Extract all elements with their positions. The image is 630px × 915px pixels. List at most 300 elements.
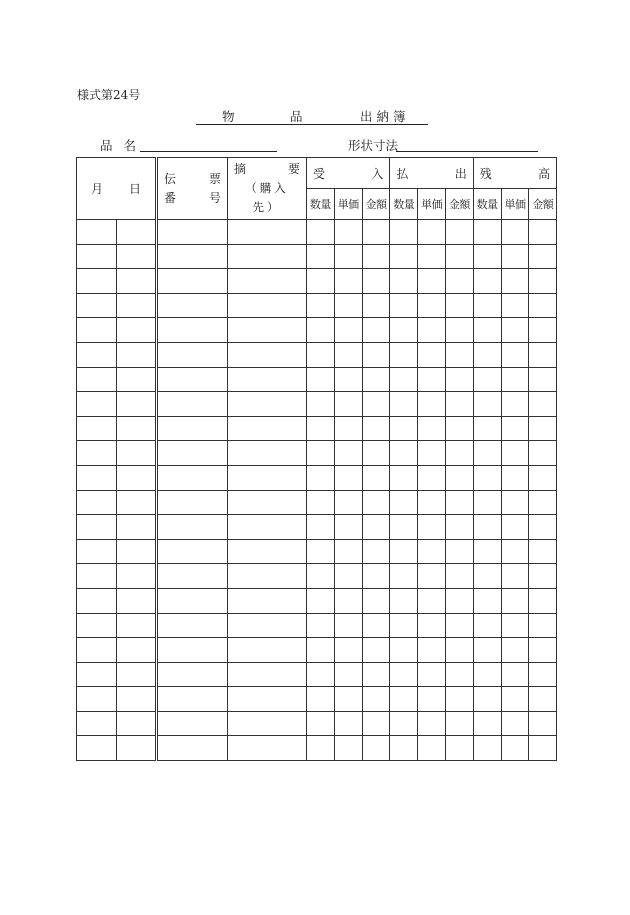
payout-quantity-cell[interactable] bbox=[390, 564, 418, 589]
balance-amount-cell[interactable] bbox=[529, 613, 557, 638]
receipt-quantity-cell[interactable] bbox=[307, 392, 335, 417]
receipt-amount-cell[interactable] bbox=[362, 539, 390, 564]
description-cell[interactable] bbox=[228, 588, 307, 613]
receipt-unit-price-cell[interactable] bbox=[334, 441, 362, 466]
receipt-amount-cell[interactable] bbox=[362, 293, 390, 318]
balance-unit-price-cell[interactable] bbox=[501, 392, 529, 417]
day-cell[interactable] bbox=[117, 465, 157, 490]
balance-quantity-cell[interactable] bbox=[473, 638, 501, 663]
payout-unit-price-cell[interactable] bbox=[418, 416, 446, 441]
balance-unit-price-cell[interactable] bbox=[501, 269, 529, 294]
balance-quantity-cell[interactable] bbox=[473, 244, 501, 269]
receipt-unit-price-cell[interactable] bbox=[334, 662, 362, 687]
payout-quantity-cell[interactable] bbox=[390, 269, 418, 294]
balance-unit-price-cell[interactable] bbox=[501, 441, 529, 466]
payout-quantity-cell[interactable] bbox=[390, 342, 418, 367]
description-cell[interactable] bbox=[228, 539, 307, 564]
balance-amount-cell[interactable] bbox=[529, 367, 557, 392]
receipt-unit-price-cell[interactable] bbox=[334, 269, 362, 294]
payout-quantity-cell[interactable] bbox=[390, 465, 418, 490]
balance-quantity-cell[interactable] bbox=[473, 465, 501, 490]
description-cell[interactable] bbox=[228, 416, 307, 441]
payout-amount-cell[interactable] bbox=[445, 588, 473, 613]
receipt-quantity-cell[interactable] bbox=[307, 293, 335, 318]
payout-amount-cell[interactable] bbox=[445, 465, 473, 490]
slip-number-cell[interactable] bbox=[157, 367, 228, 392]
slip-number-cell[interactable] bbox=[157, 269, 228, 294]
receipt-unit-price-cell[interactable] bbox=[334, 392, 362, 417]
receipt-unit-price-cell[interactable] bbox=[334, 564, 362, 589]
payout-unit-price-cell[interactable] bbox=[418, 342, 446, 367]
payout-amount-cell[interactable] bbox=[445, 269, 473, 294]
payout-quantity-cell[interactable] bbox=[390, 416, 418, 441]
day-cell[interactable] bbox=[117, 515, 157, 540]
receipt-amount-cell[interactable] bbox=[362, 367, 390, 392]
balance-quantity-cell[interactable] bbox=[473, 662, 501, 687]
receipt-quantity-cell[interactable] bbox=[307, 588, 335, 613]
payout-amount-cell[interactable] bbox=[445, 539, 473, 564]
payout-amount-cell[interactable] bbox=[445, 515, 473, 540]
description-cell[interactable] bbox=[228, 662, 307, 687]
receipt-unit-price-cell[interactable] bbox=[334, 588, 362, 613]
slip-number-cell[interactable] bbox=[157, 318, 228, 343]
payout-quantity-cell[interactable] bbox=[390, 515, 418, 540]
balance-amount-cell[interactable] bbox=[529, 465, 557, 490]
payout-quantity-cell[interactable] bbox=[390, 736, 418, 761]
payout-quantity-cell[interactable] bbox=[390, 711, 418, 736]
day-cell[interactable] bbox=[117, 588, 157, 613]
payout-unit-price-cell[interactable] bbox=[418, 736, 446, 761]
receipt-quantity-cell[interactable] bbox=[307, 613, 335, 638]
payout-amount-cell[interactable] bbox=[445, 564, 473, 589]
slip-number-cell[interactable] bbox=[157, 220, 228, 245]
table-row bbox=[77, 564, 557, 589]
receipt-quantity-cell[interactable] bbox=[307, 687, 335, 712]
slip-number-cell[interactable] bbox=[157, 490, 228, 515]
balance-unit-price-cell[interactable] bbox=[501, 638, 529, 663]
balance-unit-price-cell[interactable] bbox=[501, 220, 529, 245]
receipt-amount-cell[interactable] bbox=[362, 416, 390, 441]
table-row bbox=[77, 662, 557, 687]
balance-amount-cell[interactable] bbox=[529, 416, 557, 441]
payout-unit-price-cell[interactable] bbox=[418, 465, 446, 490]
balance-amount-cell[interactable] bbox=[529, 220, 557, 245]
balance-quantity-cell[interactable] bbox=[473, 539, 501, 564]
payout-amount-cell[interactable] bbox=[445, 342, 473, 367]
month-cell[interactable] bbox=[77, 318, 117, 343]
month-cell[interactable] bbox=[77, 269, 117, 294]
month-cell[interactable] bbox=[77, 662, 117, 687]
payout-amount-cell[interactable] bbox=[445, 318, 473, 343]
slip-number-cell[interactable] bbox=[157, 416, 228, 441]
balance-unit-price-cell[interactable] bbox=[501, 564, 529, 589]
day-cell[interactable] bbox=[117, 244, 157, 269]
balance-quantity-cell[interactable] bbox=[473, 220, 501, 245]
balance-quantity-cell[interactable] bbox=[473, 367, 501, 392]
balance-amount-cell[interactable] bbox=[529, 736, 557, 761]
balance-amount-cell[interactable] bbox=[529, 588, 557, 613]
payout-unit-price-cell[interactable] bbox=[418, 318, 446, 343]
balance-unit-price-cell[interactable] bbox=[501, 367, 529, 392]
payout-amount-cell[interactable] bbox=[445, 293, 473, 318]
balance-quantity-cell[interactable] bbox=[473, 490, 501, 515]
description-cell[interactable] bbox=[228, 638, 307, 663]
payout-unit-price-cell[interactable] bbox=[418, 687, 446, 712]
receipt-unit-price-cell[interactable] bbox=[334, 687, 362, 712]
month-cell[interactable] bbox=[77, 293, 117, 318]
payout-unit-price-cell[interactable] bbox=[418, 613, 446, 638]
receipt-quantity-cell[interactable] bbox=[307, 367, 335, 392]
balance-quantity-cell[interactable] bbox=[473, 687, 501, 712]
balance-quantity-cell[interactable] bbox=[473, 441, 501, 466]
payout-quantity-cell[interactable] bbox=[390, 220, 418, 245]
balance-quantity-cell[interactable] bbox=[473, 293, 501, 318]
receipt-quantity-cell[interactable] bbox=[307, 638, 335, 663]
balance-unit-price-cell[interactable] bbox=[501, 293, 529, 318]
receipt-amount-cell[interactable] bbox=[362, 515, 390, 540]
receipt-amount-cell[interactable] bbox=[362, 638, 390, 663]
payout-amount-cell[interactable] bbox=[445, 244, 473, 269]
payout-unit-price-cell[interactable] bbox=[418, 662, 446, 687]
day-cell[interactable] bbox=[117, 441, 157, 466]
balance-quantity-cell[interactable] bbox=[473, 342, 501, 367]
day-cell[interactable] bbox=[117, 220, 157, 245]
slip-number-cell[interactable] bbox=[157, 711, 228, 736]
receipt-quantity-cell[interactable] bbox=[307, 416, 335, 441]
slip-number-cell[interactable] bbox=[157, 736, 228, 761]
balance-unit-price-cell[interactable] bbox=[501, 244, 529, 269]
payout-amount-header: 金額 bbox=[445, 189, 473, 220]
receipt-unit-price-cell[interactable] bbox=[334, 293, 362, 318]
balance-amount-cell[interactable] bbox=[529, 269, 557, 294]
description-cell[interactable] bbox=[228, 342, 307, 367]
month-cell[interactable] bbox=[77, 220, 117, 245]
receipt-unit-price-cell[interactable] bbox=[334, 490, 362, 515]
day-cell[interactable] bbox=[117, 318, 157, 343]
payout-quantity-cell[interactable] bbox=[390, 367, 418, 392]
description-cell[interactable] bbox=[228, 244, 307, 269]
payout-unit-price-cell[interactable] bbox=[418, 293, 446, 318]
receipt-unit-price-cell[interactable] bbox=[334, 318, 362, 343]
payout-unit-price-cell[interactable] bbox=[418, 588, 446, 613]
receipt-amount-cell[interactable] bbox=[362, 490, 390, 515]
receipt-amount-cell[interactable] bbox=[362, 244, 390, 269]
payout-quantity-cell[interactable] bbox=[390, 638, 418, 663]
payout-quantity-cell[interactable] bbox=[390, 392, 418, 417]
receipt-amount-cell[interactable] bbox=[362, 318, 390, 343]
slip-number-cell[interactable] bbox=[157, 638, 228, 663]
receipt-amount-cell[interactable] bbox=[362, 613, 390, 638]
month-cell[interactable] bbox=[77, 416, 117, 441]
balance-amount-cell[interactable] bbox=[529, 539, 557, 564]
slip-number-cell[interactable] bbox=[157, 515, 228, 540]
balance-unit-price-cell[interactable] bbox=[501, 588, 529, 613]
payout-unit-price-cell[interactable] bbox=[418, 515, 446, 540]
receipt-quantity-cell[interactable] bbox=[307, 539, 335, 564]
payout-unit-price-cell[interactable] bbox=[418, 539, 446, 564]
receipt-unit-price-cell[interactable] bbox=[334, 244, 362, 269]
balance-amount-cell[interactable] bbox=[529, 490, 557, 515]
payout-amount-cell[interactable] bbox=[445, 220, 473, 245]
balance-amount-cell[interactable] bbox=[529, 662, 557, 687]
payout-quantity-cell[interactable] bbox=[390, 441, 418, 466]
description-cell[interactable] bbox=[228, 367, 307, 392]
month-cell[interactable] bbox=[77, 244, 117, 269]
slip-number-cell[interactable] bbox=[157, 465, 228, 490]
payout-amount-cell[interactable] bbox=[445, 687, 473, 712]
balance-unit-price-cell[interactable] bbox=[501, 711, 529, 736]
payout-quantity-cell[interactable] bbox=[390, 318, 418, 343]
receipt-amount-cell[interactable] bbox=[362, 269, 390, 294]
receipt-unit-price-cell[interactable] bbox=[334, 367, 362, 392]
balance-unit-price-cell[interactable] bbox=[501, 515, 529, 540]
receipt-quantity-cell[interactable] bbox=[307, 269, 335, 294]
receipt-quantity-cell[interactable] bbox=[307, 342, 335, 367]
balance-unit-price-cell[interactable] bbox=[501, 416, 529, 441]
payout-unit-price-cell[interactable] bbox=[418, 711, 446, 736]
day-cell[interactable] bbox=[117, 416, 157, 441]
month-cell[interactable] bbox=[77, 490, 117, 515]
payout-unit-price-cell[interactable] bbox=[418, 367, 446, 392]
receipt-quantity-cell[interactable] bbox=[307, 441, 335, 466]
payout-unit-price-cell[interactable] bbox=[418, 638, 446, 663]
slip-number-cell[interactable] bbox=[157, 613, 228, 638]
title-part-3: 出 納 簿 bbox=[360, 109, 406, 124]
balance-quantity-cell[interactable] bbox=[473, 269, 501, 294]
payout-unit-price-cell[interactable] bbox=[418, 392, 446, 417]
receipt-amount-cell[interactable] bbox=[362, 441, 390, 466]
balance-unit-price-cell[interactable] bbox=[501, 318, 529, 343]
day-cell[interactable] bbox=[117, 293, 157, 318]
month-cell[interactable] bbox=[77, 539, 117, 564]
balance-amount-cell[interactable] bbox=[529, 318, 557, 343]
description-cell[interactable] bbox=[228, 441, 307, 466]
balance-quantity-cell[interactable] bbox=[473, 588, 501, 613]
description-cell[interactable] bbox=[228, 515, 307, 540]
payout-unit-price-cell[interactable] bbox=[418, 490, 446, 515]
receipt-unit-price-cell[interactable] bbox=[334, 638, 362, 663]
balance-unit-price-cell[interactable] bbox=[501, 465, 529, 490]
description-cell[interactable] bbox=[228, 465, 307, 490]
receipt-unit-price-cell[interactable] bbox=[334, 465, 362, 490]
day-cell[interactable] bbox=[117, 392, 157, 417]
balance-amount-cell[interactable] bbox=[529, 293, 557, 318]
payout-amount-cell[interactable] bbox=[445, 638, 473, 663]
balance-amount-cell[interactable] bbox=[529, 638, 557, 663]
description-cell[interactable] bbox=[228, 318, 307, 343]
slip-number-cell[interactable] bbox=[157, 588, 228, 613]
slip-number-cell[interactable] bbox=[157, 539, 228, 564]
balance-unit-price-cell[interactable] bbox=[501, 539, 529, 564]
payout-unit-price-cell[interactable] bbox=[418, 441, 446, 466]
balance-amount-cell[interactable] bbox=[529, 564, 557, 589]
day-cell[interactable] bbox=[117, 342, 157, 367]
receipt-label-right: 入 bbox=[371, 166, 384, 181]
balance-amount-cell[interactable] bbox=[529, 244, 557, 269]
receipt-quantity-cell[interactable] bbox=[307, 244, 335, 269]
payout-unit-price-cell[interactable] bbox=[418, 244, 446, 269]
payout-quantity-cell[interactable] bbox=[390, 687, 418, 712]
payout-amount-cell[interactable] bbox=[445, 392, 473, 417]
date-header bbox=[77, 158, 157, 220]
item-name-field[interactable] bbox=[100, 136, 147, 152]
month-cell[interactable] bbox=[77, 638, 117, 663]
receipt-quantity-cell[interactable] bbox=[307, 490, 335, 515]
receipt-unit-price-cell[interactable] bbox=[334, 539, 362, 564]
receipt-amount-cell[interactable] bbox=[362, 342, 390, 367]
balance-unit-price-cell[interactable] bbox=[501, 687, 529, 712]
receipt-quantity-cell[interactable] bbox=[307, 220, 335, 245]
slip-number-cell[interactable] bbox=[157, 564, 228, 589]
payout-quantity-cell[interactable] bbox=[390, 244, 418, 269]
slip-number-cell[interactable] bbox=[157, 244, 228, 269]
balance-quantity-cell[interactable] bbox=[473, 392, 501, 417]
balance-unit-price-cell[interactable] bbox=[501, 662, 529, 687]
month-cell[interactable] bbox=[77, 588, 117, 613]
month-cell[interactable] bbox=[77, 613, 117, 638]
receipt-amount-cell[interactable] bbox=[362, 392, 390, 417]
payout-amount-cell[interactable] bbox=[445, 736, 473, 761]
balance-quantity-cell[interactable] bbox=[473, 711, 501, 736]
table-row bbox=[77, 736, 557, 761]
balance-quantity-cell[interactable] bbox=[473, 564, 501, 589]
day-cell[interactable] bbox=[117, 490, 157, 515]
description-cell[interactable] bbox=[228, 293, 307, 318]
month-cell[interactable] bbox=[77, 392, 117, 417]
receipt-quantity-cell[interactable] bbox=[307, 318, 335, 343]
month-cell[interactable] bbox=[77, 515, 117, 540]
receipt-unit-price-cell[interactable] bbox=[334, 342, 362, 367]
description-cell[interactable] bbox=[228, 490, 307, 515]
shape-size-underline bbox=[396, 151, 538, 152]
receipt-amount-cell[interactable] bbox=[362, 662, 390, 687]
balance-unit-price-cell[interactable] bbox=[501, 490, 529, 515]
payout-quantity-cell[interactable] bbox=[390, 613, 418, 638]
description-cell[interactable] bbox=[228, 269, 307, 294]
receipt-amount-cell[interactable] bbox=[362, 711, 390, 736]
receipt-amount-cell[interactable] bbox=[362, 220, 390, 245]
payout-quantity-cell[interactable] bbox=[390, 539, 418, 564]
month-cell[interactable] bbox=[77, 736, 117, 761]
month-cell[interactable] bbox=[77, 564, 117, 589]
receipt-unit-price-cell[interactable] bbox=[334, 613, 362, 638]
day-cell[interactable] bbox=[117, 662, 157, 687]
receipt-amount-cell[interactable] bbox=[362, 564, 390, 589]
receipt-amount-cell[interactable] bbox=[362, 736, 390, 761]
day-cell[interactable] bbox=[117, 564, 157, 589]
day-cell[interactable] bbox=[117, 539, 157, 564]
balance-unit-price-cell[interactable] bbox=[501, 613, 529, 638]
shape-size-field[interactable] bbox=[348, 136, 398, 152]
balance-amount-cell[interactable] bbox=[529, 342, 557, 367]
payout-amount-cell[interactable] bbox=[445, 416, 473, 441]
balance-amount-cell[interactable] bbox=[529, 687, 557, 712]
payout-unit-price-cell[interactable] bbox=[418, 564, 446, 589]
month-cell[interactable] bbox=[77, 711, 117, 736]
balance-unit-price-cell[interactable] bbox=[501, 736, 529, 761]
receipt-unit-price-cell[interactable] bbox=[334, 515, 362, 540]
balance-quantity-cell[interactable] bbox=[473, 416, 501, 441]
receipt-amount-cell[interactable] bbox=[362, 588, 390, 613]
balance-amount-cell[interactable] bbox=[529, 392, 557, 417]
day-cell[interactable] bbox=[117, 711, 157, 736]
payout-amount-cell[interactable] bbox=[445, 441, 473, 466]
balance-quantity-cell[interactable] bbox=[473, 515, 501, 540]
description-cell[interactable] bbox=[228, 613, 307, 638]
month-cell[interactable] bbox=[77, 687, 117, 712]
slip-number-cell[interactable] bbox=[157, 392, 228, 417]
table-row bbox=[77, 588, 557, 613]
receipt-amount-cell[interactable] bbox=[362, 465, 390, 490]
balance-amount-cell[interactable] bbox=[529, 515, 557, 540]
balance-quantity-header: 数量 bbox=[473, 189, 501, 220]
month-cell[interactable] bbox=[77, 441, 117, 466]
slip-number-cell[interactable] bbox=[157, 293, 228, 318]
day-cell[interactable] bbox=[117, 269, 157, 294]
month-cell[interactable] bbox=[77, 367, 117, 392]
payout-quantity-cell[interactable] bbox=[390, 588, 418, 613]
slip-number-cell[interactable] bbox=[157, 342, 228, 367]
payout-amount-cell[interactable] bbox=[445, 490, 473, 515]
month-cell[interactable] bbox=[77, 465, 117, 490]
payout-unit-price-cell[interactable] bbox=[418, 220, 446, 245]
payout-amount-cell[interactable] bbox=[445, 367, 473, 392]
receipt-unit-price-cell[interactable] bbox=[334, 220, 362, 245]
day-cell[interactable] bbox=[117, 367, 157, 392]
table-row bbox=[77, 687, 557, 712]
payout-amount-cell[interactable] bbox=[445, 662, 473, 687]
balance-quantity-cell[interactable] bbox=[473, 613, 501, 638]
day-cell[interactable] bbox=[117, 613, 157, 638]
payout-quantity-cell[interactable] bbox=[390, 662, 418, 687]
payout-amount-cell[interactable] bbox=[445, 613, 473, 638]
receipt-quantity-cell[interactable] bbox=[307, 711, 335, 736]
payout-unit-price-cell[interactable] bbox=[418, 269, 446, 294]
balance-quantity-cell[interactable] bbox=[473, 736, 501, 761]
description-cell[interactable] bbox=[228, 687, 307, 712]
slip-number-cell[interactable] bbox=[157, 441, 228, 466]
description-cell[interactable] bbox=[228, 220, 307, 245]
description-cell[interactable] bbox=[228, 564, 307, 589]
day-cell[interactable] bbox=[117, 736, 157, 761]
receipt-unit-price-cell[interactable] bbox=[334, 736, 362, 761]
day-cell[interactable] bbox=[117, 638, 157, 663]
slip-number-cell[interactable] bbox=[157, 662, 228, 687]
payout-quantity-cell[interactable] bbox=[390, 490, 418, 515]
balance-quantity-cell[interactable] bbox=[473, 318, 501, 343]
description-cell[interactable] bbox=[228, 392, 307, 417]
receipt-quantity-cell[interactable] bbox=[307, 564, 335, 589]
slip-number-cell[interactable] bbox=[157, 687, 228, 712]
receipt-unit-price-cell[interactable] bbox=[334, 416, 362, 441]
balance-amount-cell[interactable] bbox=[529, 441, 557, 466]
desc-header-top-right: 要 bbox=[287, 162, 300, 176]
receipt-quantity-cell[interactable] bbox=[307, 662, 335, 687]
balance-amount-cell[interactable] bbox=[529, 711, 557, 736]
month-cell[interactable] bbox=[77, 342, 117, 367]
balance-unit-price-cell[interactable] bbox=[501, 342, 529, 367]
receipt-quantity-cell[interactable] bbox=[307, 736, 335, 761]
description-cell[interactable] bbox=[228, 711, 307, 736]
receipt-amount-cell[interactable] bbox=[362, 687, 390, 712]
receipt-quantity-cell[interactable] bbox=[307, 515, 335, 540]
receipt-quantity-cell[interactable] bbox=[307, 465, 335, 490]
day-cell[interactable] bbox=[117, 687, 157, 712]
receipt-unit-price-cell[interactable] bbox=[334, 711, 362, 736]
payout-quantity-cell[interactable] bbox=[390, 293, 418, 318]
payout-amount-cell[interactable] bbox=[445, 711, 473, 736]
description-cell[interactable] bbox=[228, 736, 307, 761]
